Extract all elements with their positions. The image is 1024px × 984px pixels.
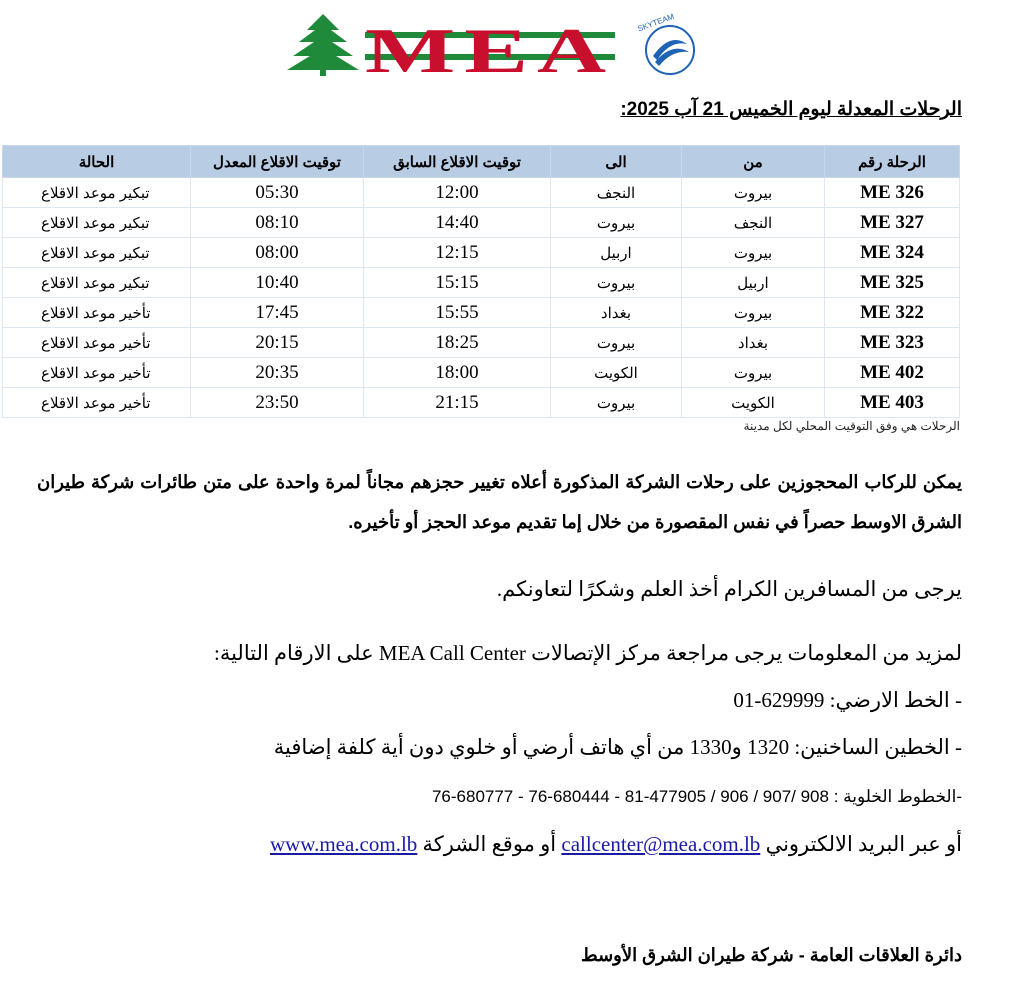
origin-city: اربيل bbox=[682, 268, 825, 298]
hotlines-line: - الخطين الساخنين: 1320 و1330 من أي هاتف أرضي أو خلوي دون أية كلفة إضافية bbox=[273, 735, 962, 759]
new-departure-time: 20:35 bbox=[191, 358, 364, 388]
info-intro bbox=[214, 641, 962, 666]
header-new-time: توقيت الاقلاع المعدل bbox=[191, 146, 364, 178]
header-to: الى bbox=[551, 146, 682, 178]
contact-website-label: أو موقع الشركة bbox=[422, 832, 557, 856]
old-departure-time: 21:15 bbox=[364, 388, 551, 418]
contact-line bbox=[270, 832, 962, 857]
destination-city: النجف bbox=[551, 178, 682, 208]
table-row bbox=[3, 208, 960, 238]
destination-city: بيروت bbox=[551, 388, 682, 418]
new-departure-time: 10:40 bbox=[191, 268, 364, 298]
flight-number: ME 403 bbox=[825, 388, 960, 418]
cedar-tree-icon bbox=[287, 14, 359, 76]
landline-label: - الخط الارضي: bbox=[829, 688, 962, 712]
mobile-label: -الخطوط الخلوية : bbox=[833, 787, 962, 806]
old-departure-time: 15:55 bbox=[364, 298, 551, 328]
info-intro-text: لمزيد من المعلومات يرجى مراجعة مركز الإتصالات bbox=[531, 641, 962, 665]
old-departure-time: 12:15 bbox=[364, 238, 551, 268]
call-center-name: MEA Call Center bbox=[378, 641, 526, 665]
new-departure-time: 05:30 bbox=[191, 178, 364, 208]
skyteam-label: SKYTEAM bbox=[636, 11, 676, 34]
table-row bbox=[3, 178, 960, 208]
old-departure-time: 15:15 bbox=[364, 268, 551, 298]
destination-city: اربيل bbox=[551, 238, 682, 268]
new-departure-time: 08:10 bbox=[191, 208, 364, 238]
header-status: الحالة bbox=[3, 146, 191, 178]
table-row bbox=[3, 268, 960, 298]
old-departure-time: 18:25 bbox=[364, 328, 551, 358]
header-flight: الرحلة رقم bbox=[825, 146, 960, 178]
flight-number: ME 402 bbox=[825, 358, 960, 388]
destination-city: بيروت bbox=[551, 208, 682, 238]
destination-city: بيروت bbox=[551, 328, 682, 358]
mea-logo bbox=[285, 10, 705, 84]
table-row bbox=[3, 298, 960, 328]
flight-number: ME 324 bbox=[825, 238, 960, 268]
origin-city: بغداد bbox=[682, 328, 825, 358]
flight-status: تأخير موعد الاقلاع bbox=[3, 358, 191, 388]
local-time-note: الرحلات هي وفق التوقيت المحلي لكل مدينة bbox=[743, 419, 960, 433]
footer-signature: دائرة العلاقات العامة - شركة طيران الشرق الأوسط bbox=[581, 945, 962, 965]
passenger-request: يرجى من المسافرين الكرام أخذ العلم وشكرًا لتعاونكم. bbox=[496, 577, 962, 601]
origin-city: بيروت bbox=[682, 238, 825, 268]
new-departure-time: 17:45 bbox=[191, 298, 364, 328]
mobile-line bbox=[432, 787, 962, 807]
flight-status: تبكير موعد الاقلاع bbox=[3, 178, 191, 208]
landline-line bbox=[733, 688, 962, 713]
flights-table bbox=[2, 145, 960, 418]
flight-number: ME 323 bbox=[825, 328, 960, 358]
destination-city: بيروت bbox=[551, 268, 682, 298]
mea-logo-text: MEA bbox=[365, 15, 615, 84]
table-row bbox=[3, 238, 960, 268]
email-link[interactable]: callcenter@mea.com.lb bbox=[561, 832, 761, 856]
page-title: الرحلات المعدلة ليوم الخميس 21 آب 2025: bbox=[620, 99, 962, 120]
origin-city: بيروت bbox=[682, 358, 825, 388]
table-row bbox=[3, 358, 960, 388]
flight-status: تأخير موعد الاقلاع bbox=[3, 388, 191, 418]
info-intro-suffix: على الارقام التالية: bbox=[213, 641, 374, 665]
header-from: من bbox=[682, 146, 825, 178]
new-departure-time: 20:15 bbox=[191, 328, 364, 358]
table-row bbox=[3, 388, 960, 418]
flight-status: تبكير موعد الاقلاع bbox=[3, 268, 191, 298]
table-row bbox=[3, 328, 960, 358]
skyteam-icon bbox=[636, 12, 694, 74]
header-old-time: توقيت الاقلاع السابق bbox=[364, 146, 551, 178]
rebooking-notice: يمكن للركاب المحجوزين على رحلات الشركة المذكورة أعلاه تغيير حجزهم مجاناً لمرة واحدة على متن طائرات شركة طيران الشرق الاوسط حصراً في نفس المقصورة من خلال إما تقديم موعد الحجز أو تأخيره. bbox=[37, 472, 962, 532]
origin-city: النجف bbox=[682, 208, 825, 238]
website-link[interactable]: www.mea.com.lb bbox=[269, 832, 418, 856]
flight-status: تبكير موعد الاقلاع bbox=[3, 208, 191, 238]
flight-number: ME 322 bbox=[825, 298, 960, 328]
mobile-numbers: 76-680777 - 76-680444 - 81-477905 / 906 / 907/ 908 bbox=[431, 787, 829, 806]
origin-city: الكويت bbox=[682, 388, 825, 418]
destination-city: الكويت bbox=[551, 358, 682, 388]
origin-city: بيروت bbox=[682, 298, 825, 328]
origin-city: بيروت bbox=[682, 178, 825, 208]
table-header-row bbox=[3, 146, 960, 178]
contact-email-label: أو عبر البريد الالكتروني bbox=[765, 832, 962, 856]
flight-status: تأخير موعد الاقلاع bbox=[3, 328, 191, 358]
new-departure-time: 08:00 bbox=[191, 238, 364, 268]
flight-number: ME 327 bbox=[825, 208, 960, 238]
flight-status: تبكير موعد الاقلاع bbox=[3, 238, 191, 268]
old-departure-time: 12:00 bbox=[364, 178, 551, 208]
old-departure-time: 18:00 bbox=[364, 358, 551, 388]
flight-number: ME 325 bbox=[825, 268, 960, 298]
new-departure-time: 23:50 bbox=[191, 388, 364, 418]
landline-number: 01-629999 bbox=[733, 688, 825, 712]
old-departure-time: 14:40 bbox=[364, 208, 551, 238]
flight-status: تأخير موعد الاقلاع bbox=[3, 298, 191, 328]
destination-city: بغداد bbox=[551, 298, 682, 328]
flight-number: ME 326 bbox=[825, 178, 960, 208]
